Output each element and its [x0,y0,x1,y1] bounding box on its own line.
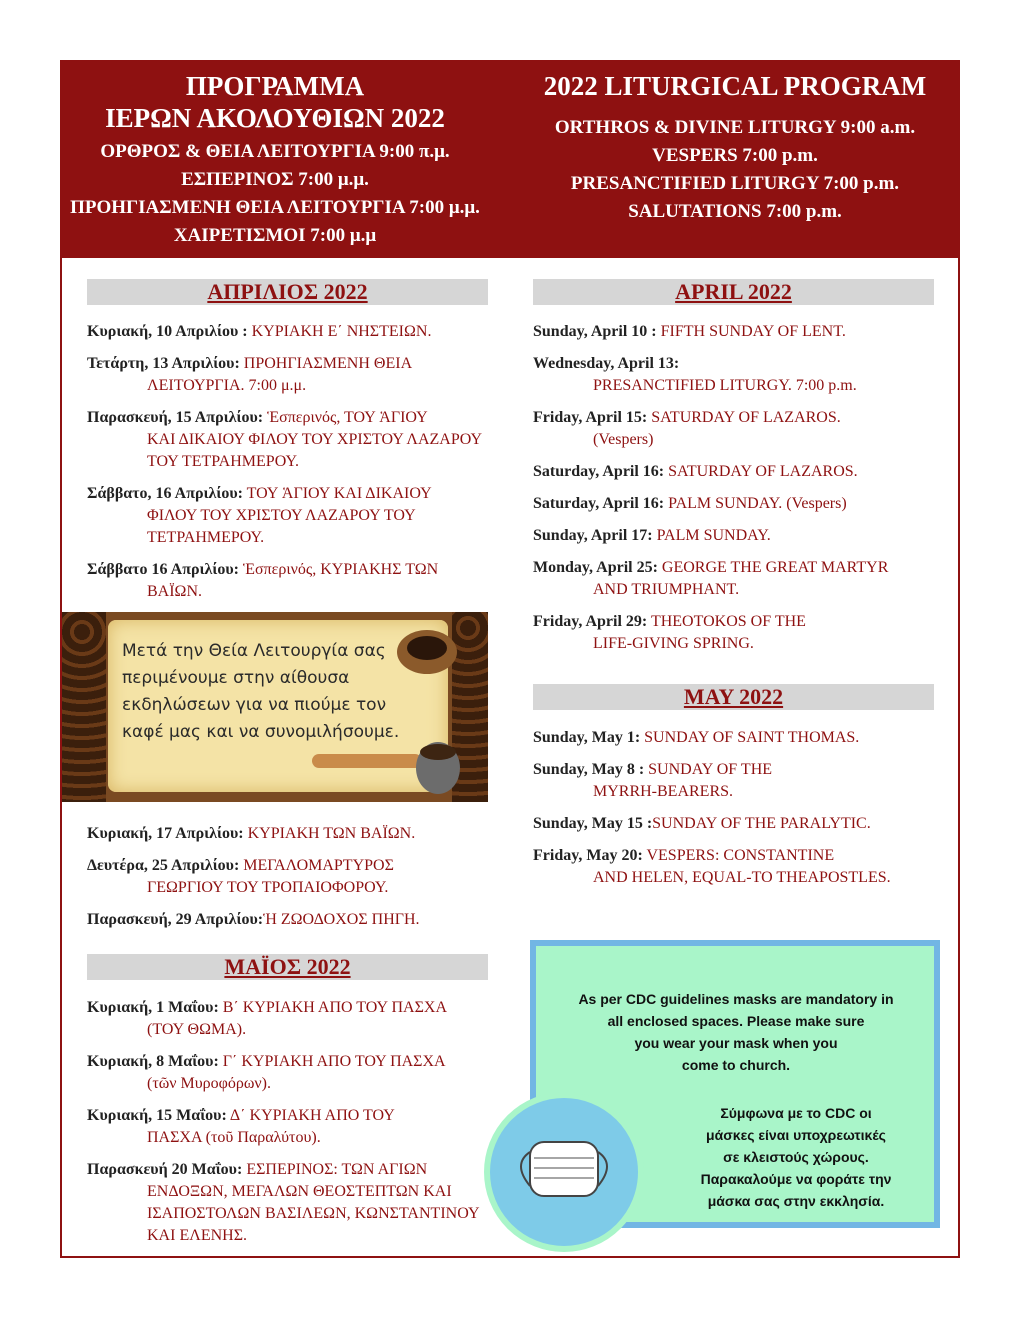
entry-date: Παρασκευή 20 Μαΐου: [87,1161,243,1178]
schedule-entry [87,559,497,603]
entry-service: FIFTH SUNDAY OF LENT. [656,323,846,340]
entry-date: Sunday, April 10 : [533,323,657,340]
entry-date: Παρασκευή, 29 Απριλίου: [87,911,264,928]
schedule-entry [87,321,497,343]
entry-service-cont: (Vespers) [593,431,654,448]
notice-line: all enclosed spaces. Please make sure [607,1013,865,1029]
greek-april-heading: ΑΠΡΙΛΙΟΣ 2022 [87,279,488,305]
schedule-entry [87,407,497,473]
entry-date: Wednesday, April 13: [533,355,680,372]
schedule-entry [533,353,943,397]
entry-date: Σάββατο 16 Απριλίου: [87,561,239,578]
schedule-entry [533,727,943,749]
english-line-4: SALUTATIONS 7:00 p.m. [628,201,842,222]
schedule-entry [533,611,943,655]
greek-april-list-2 [87,823,497,941]
entry-date: Κυριακή, 8 Μαΐου: [87,1053,219,1070]
entry-date: Sunday, May 15 : [533,815,653,832]
greek-line-2: ΕΣΠΕΡΙΝΟΣ 7:00 μ.μ. [181,169,369,190]
notice-line: μάσκες είναι υποχρεωτικές [706,1127,886,1143]
greek-may-list [87,997,497,1257]
entry-date: Sunday, May 8 : [533,761,645,778]
notice-line: Σύμφωνα με το CDC οι [720,1105,872,1121]
entry-service-cont: ΕΝΔΟΞΩΝ, ΜΕΓΑΛΩΝ ΘΕΟΣΤΕΠΤΩΝ ΚΑΙ ΙΣΑΠΟΣΤΟΛΩΝ ΒΑΣΙΛΕΩΝ, ΚΩΝΣΤΑΝΤΙΝΟΥ ΚΑΙ ΕΛΕΝΗΣ. [147,1183,479,1244]
greek-line-1: ΟΡΘΡΟΣ & ΘΕΙΑ ΛΕΙΤΟΥΡΓΙΑ 9:00 π.μ. [100,141,450,162]
notice-line: μάσκα σας στην εκκλησία. [707,1193,885,1209]
coffee-cup-icon [392,622,462,682]
schedule-entry [87,353,497,397]
greek-line-4: ΧΑΙΡΕΤΙΣΜΟΙ 7:00 μ.μ [173,225,377,246]
entry-service-cont: PRESANCTIFIED LITURGY. 7:00 p.m. [593,377,857,394]
entry-service-cont: AND HELEN, EQUAL-TO THEAPOSTLES. [593,869,891,886]
schedule-entry [533,461,943,483]
greek-april-list [87,321,497,613]
entry-service: Ἑσπερινός, ΚΥΡΙΑΚΗΣ ΤΩΝ [238,561,439,578]
entry-service-cont: (τῶν Μυροφόρων). [147,1075,271,1092]
schedule-entry [533,525,943,547]
entry-date: Κυριακή, 1 Μαΐου: [87,999,219,1016]
entry-date: Friday, April 15: [533,409,648,426]
header-banner [60,60,960,258]
english-line-1: ORTHROS & DIVINE LITURGY 9:00 a.m. [554,117,916,138]
entry-service: ΕΣΠΕΡΙΝΟΣ: ΤΩΝ ΑΓΙΩΝ [242,1161,428,1178]
schedule-entry [533,321,943,343]
entry-service-cont: MYRRH-BEARERS. [593,783,734,800]
entry-service: Δ΄ ΚΥΡΙΑΚΗ ΑΠΟ ΤΟΥ [226,1107,395,1124]
entry-date: Friday, May 20: [533,847,643,864]
schedule-entry [533,845,943,889]
greek-title-1: ΠΡΟΓΡΑΜΜΑ [185,71,365,101]
greek-line-3: ΠΡΟΗΓΙΑΣΜΕΝΗ ΘΕΙΑ ΛΕΙΤΟΥΡΓΙΑ 7:00 μ.μ. [70,197,480,218]
schedule-entry [87,855,497,899]
english-may-list [533,727,943,899]
entry-service: SUNDAY OF THE PARALYTIC. [652,815,871,832]
entry-date: Saturday, April 16: [533,495,665,512]
schedule-entry [87,1105,497,1149]
notice-line: you wear your mask when you [634,1035,838,1051]
entry-date: Δευτέρα, 25 Απριλίου: [87,857,240,874]
coffee-message: Μετά την Θεία Λειτουργία σας περιμένουμε στην αίθουσα εκδηλώσεων για να πιούμε τον καφέ μας και να συνομιλήσουμε. [122,641,400,742]
entry-service: GEORGE THE GREAT MARTYR [657,559,889,576]
entry-service-cont: AND TRIUMPHANT. [593,581,740,598]
entry-service: SUNDAY OF THE [644,761,773,778]
entry-service: PALM SUNDAY. [652,527,771,544]
greek-header [60,70,490,250]
entry-service-cont: ΦΙΛΟΥ ΤΟΥ ΧΡΙΣΤΟΥ ΛΑΖΑΡΟΥ ΤΟΥ ΤΕΤΡΑΗΜΕΡΟΥ. [147,507,416,546]
entry-service: ΜΕΓΑΛΟΜΑΡΤΥΡΟΣ [239,857,394,874]
notice-line: come to church. [681,1057,791,1073]
coffee-image [62,612,488,802]
face-mask-icon [510,1134,618,1204]
entry-service: ΤΟΥ ἉΓΙΟΥ ΚΑΙ ΔΙΚΑΙΟΥ [242,485,432,502]
greek-may-heading: ΜΑΪΟΣ 2022 [87,954,488,980]
schedule-entry [533,813,943,835]
schedule-entry [87,997,497,1041]
entry-service-cont: ΓΕΩΡΓΙΟΥ ΤΟΥ ΤΡΟΠΑΙΟΦΟΡΟΥ. [147,879,389,896]
schedule-entry [533,493,943,515]
entry-service: Β΄ ΚΥΡΙΑΚΗ ΑΠΟ ΤΟΥ ΠΑΣΧΑ [218,999,448,1016]
entry-date: Sunday, April 17: [533,527,653,544]
english-line-2: VESPERS 7:00 p.m. [652,145,818,166]
entry-service-cont: LIFE-GIVING SPRING. [593,635,754,652]
entry-service-cont: ΒΑΪΩΝ. [147,583,202,600]
entry-service: VESPERS: CONSTANTINE [642,847,835,864]
entry-service-cont: ΠΑΣΧΑ (τοῦ Παραλύτου). [147,1129,321,1146]
entry-service: Ἑσπερινός, ΤΟΥ ἉΓΙΟΥ [263,409,428,426]
notice-line: Παρακαλούμε να φοράτε την [700,1171,892,1187]
schedule-entry [87,909,497,931]
notice-line: σε κλειστούς χώρους. [723,1149,869,1165]
english-april-list [533,321,943,665]
entry-date: Sunday, May 1: [533,729,641,746]
schedule-entry [533,557,943,601]
entry-service: Ἡ ΖΩΟΔΟΧΟΣ ΠΗΓΗ. [263,911,420,928]
english-line-3: PRESANCTIFIED LITURGY 7:00 p.m. [570,173,900,194]
notice-line: As per CDC guidelines masks are mandatory in [578,991,894,1007]
entry-service: SATURDAY OF LAZAROS. [647,409,841,426]
mask-badge [484,1092,644,1252]
entry-date: Κυριακή, 10 Απριλίου : [87,323,248,340]
english-april-heading: APRIL 2022 [533,279,934,305]
entry-service: SUNDAY OF SAINT THOMAS. [640,729,860,746]
english-header [510,70,960,226]
schedule-entry [533,407,943,451]
entry-date: Friday, April 29: [533,613,648,630]
entry-service-cont: ΛΕΙΤΟΥΡΓΙΑ. 7:00 μ.μ. [147,377,307,394]
entry-service: ΚΥΡΙΑΚΗ Ε΄ ΝΗΣΤΕΙΩΝ. [247,323,432,340]
entry-service: Γ΄ ΚΥΡΙΑΚΗ ΑΠΟ ΤΟΥ ΠΑΣΧΑ [218,1053,446,1070]
schedule-entry [87,1159,497,1247]
coffee-beans-left [62,612,106,802]
entry-service: PALM SUNDAY. (Vespers) [664,495,847,512]
entry-date: Monday, April 25: [533,559,658,576]
entry-date: Saturday, April 16: [533,463,665,480]
schedule-entry [87,483,497,549]
english-may-heading: MAY 2022 [533,684,934,710]
entry-date: Παρασκευή, 15 Απριλίου: [87,409,264,426]
schedule-entry [87,1051,497,1095]
schedule-entry [533,759,943,803]
entry-date: Σάββατο, 16 Απριλίου: [87,485,243,502]
schedule-entry [87,823,497,845]
entry-date: Τετάρτη, 13 Απριλίου: [87,355,240,372]
entry-date: Κυριακή, 17 Απριλίου: [87,825,244,842]
entry-service: ΚΥΡΙΑΚΗ ΤΩΝ ΒΑΪΩΝ. [243,825,416,842]
entry-service: ΠΡΟΗΓΙΑΣΜΕΝΗ ΘΕΙΑ [239,355,413,372]
entry-service: THEOTOKOS OF THE [647,613,806,630]
entry-service-cont: (ΤΟΥ ΘΩΜΑ). [147,1021,247,1038]
entry-date: Κυριακή, 15 Μαΐου: [87,1107,227,1124]
greek-title-2: ΙΕΡΩΝ ΑΚΟΛΟΥΘΙΩΝ 2022 [105,103,445,133]
entry-service: SATURDAY OF LAZAROS. [664,463,858,480]
english-title: 2022 LITURGICAL PROGRAM [543,71,927,101]
notice-english [556,988,916,1076]
entry-service-cont: ΚΑΙ ΔΙΚΑΙΟΥ ΦΙΛΟΥ ΤΟΥ ΧΡΙΣΤΟΥ ΛΑΖΑΡΟΥ ΤΟΥ ΤΕΤΡΑΗΜΕΡΟΥ. [147,431,482,470]
notice-greek [666,1102,926,1212]
